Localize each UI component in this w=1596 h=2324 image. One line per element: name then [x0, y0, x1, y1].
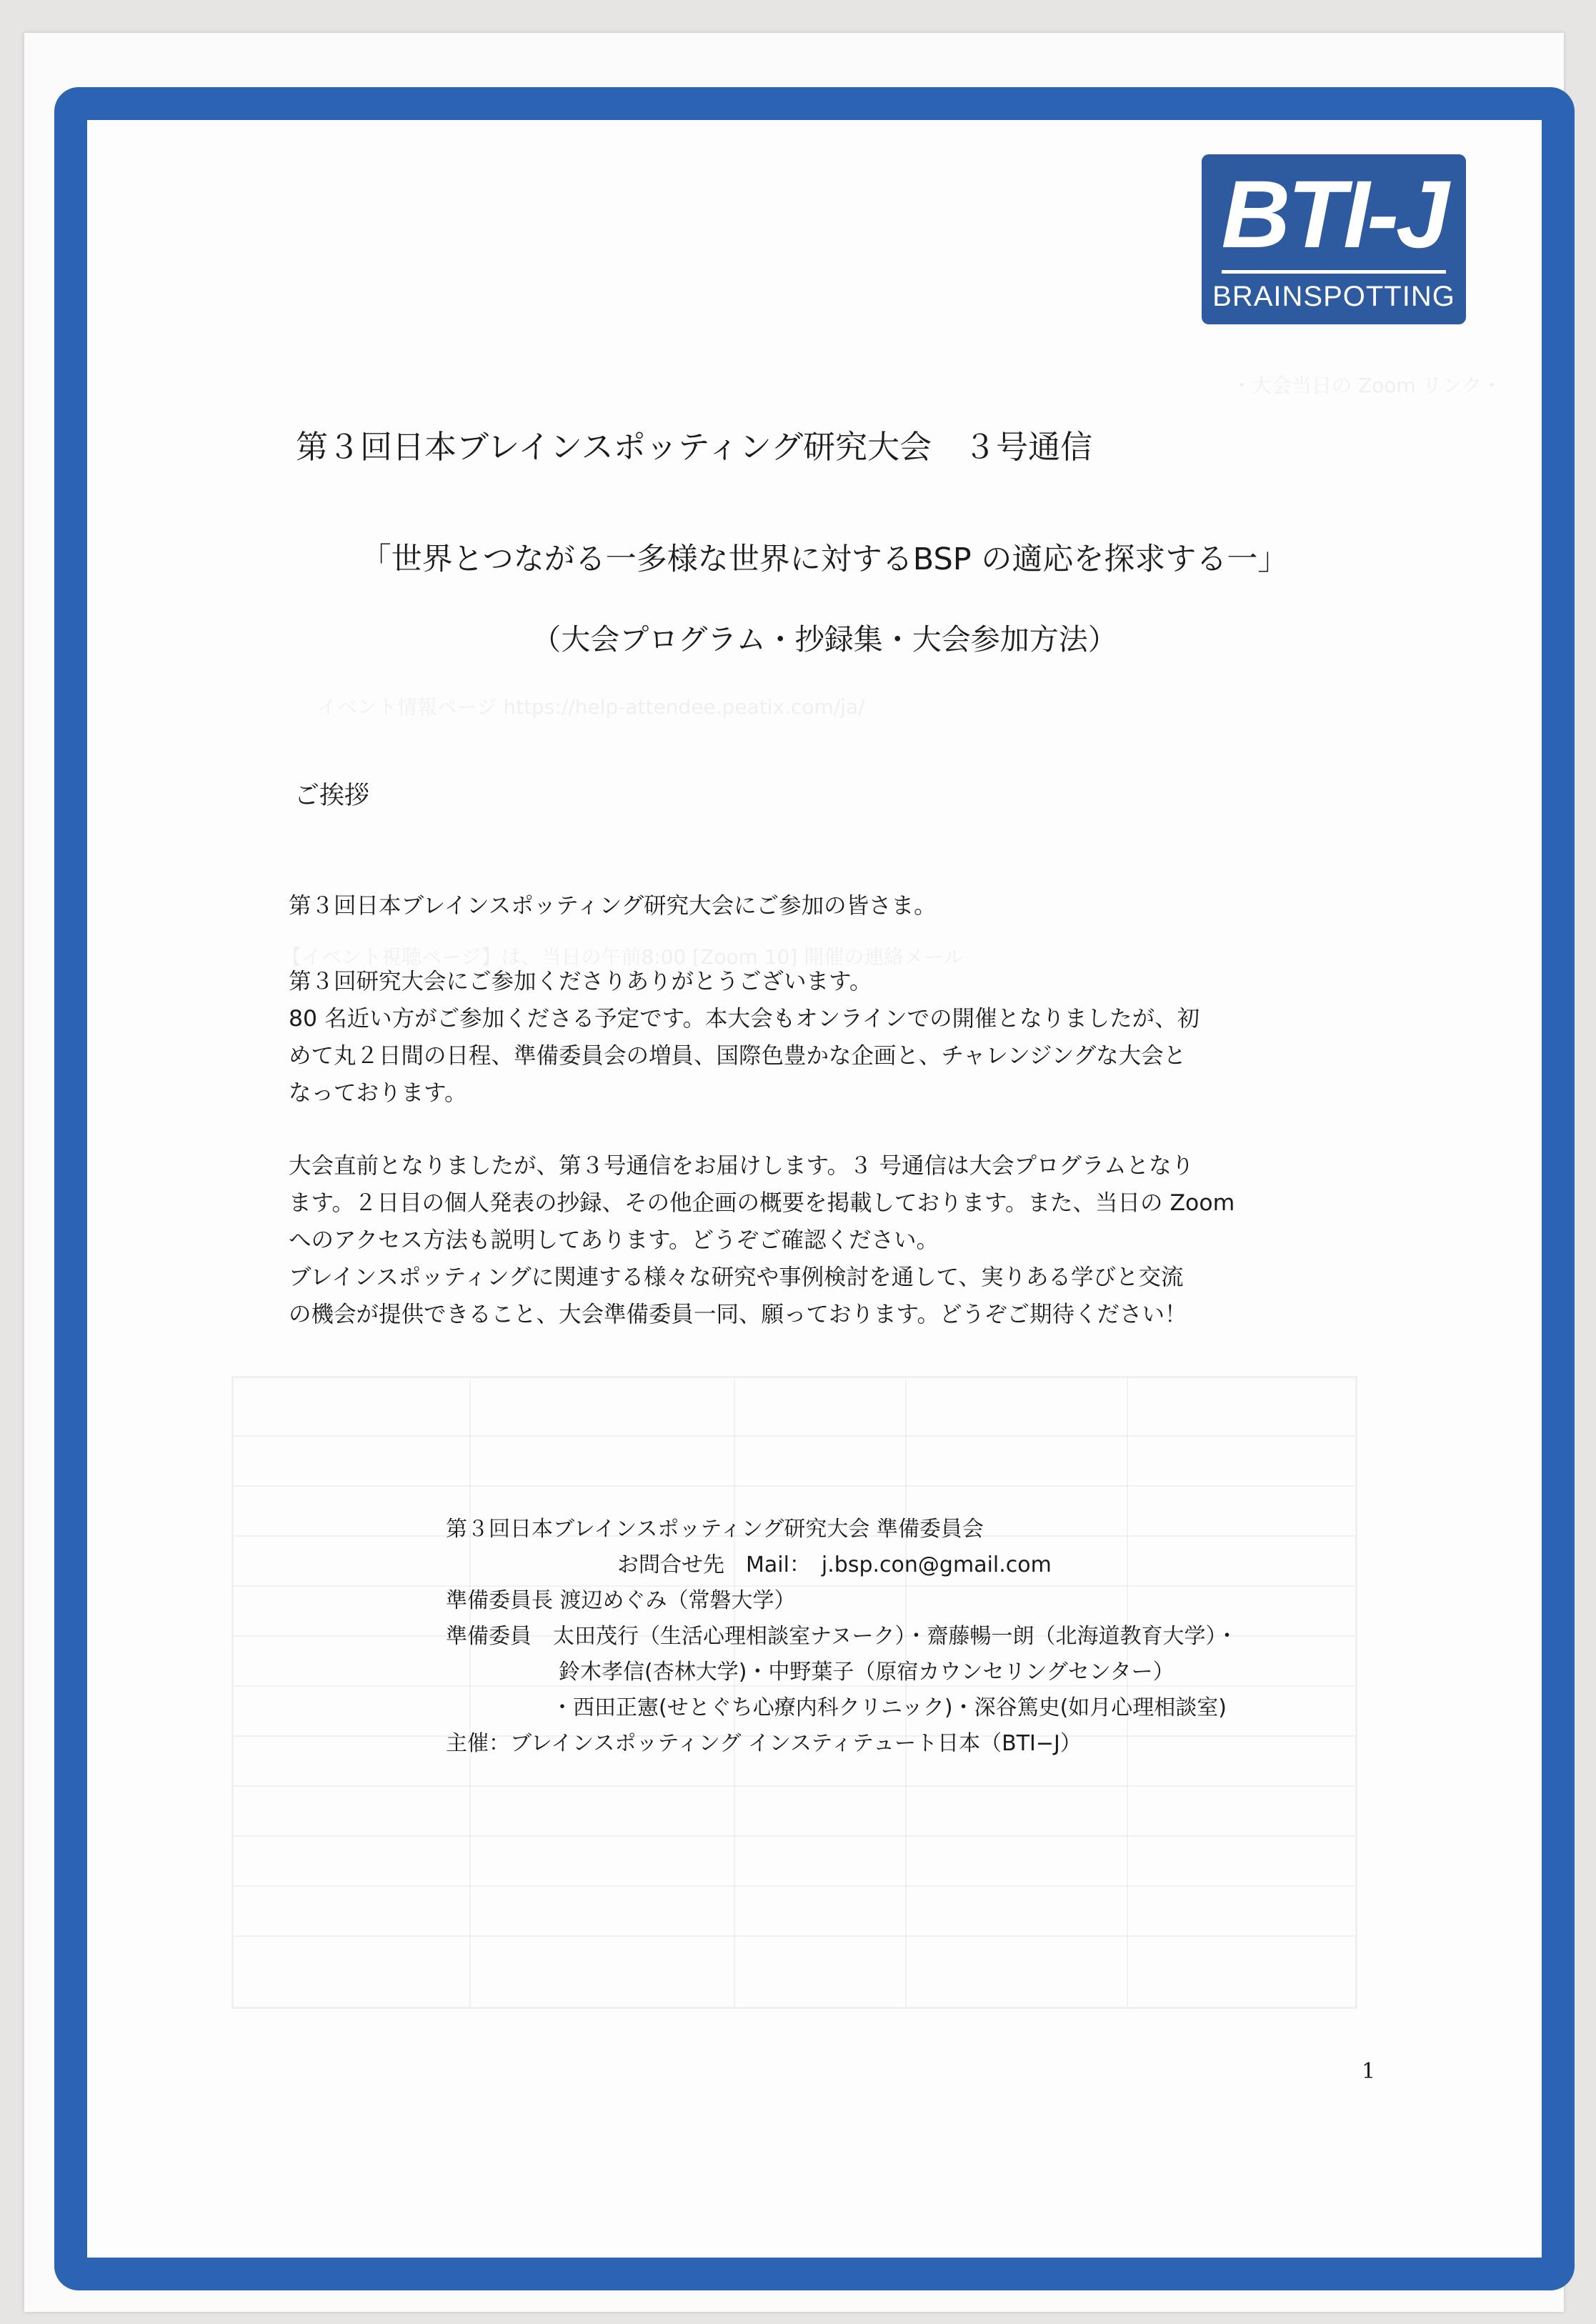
paper-sheet — [24, 33, 1564, 2312]
greeting-paragraph-2 — [289, 963, 1367, 1112]
committee-block — [446, 1512, 1410, 1762]
paragraph-line: なっております。 — [289, 1080, 467, 1106]
paragraph-line: めて丸２日間の日程、準備委員会の増員、国際色豊かな企画と、チャレンジングな大会と — [289, 1043, 1187, 1069]
paragraph-line: 80 名近い方がご参加くださる予定です。本大会もオンラインでの開催となりましたが、初 — [289, 1006, 1200, 1032]
paragraph-line: ます。２日目の個人発表の抄録、その他企画の概要を掲載しております。また、当日の Zoom — [289, 1190, 1235, 1216]
committee-chair: 準備委員長 渡辺めぐみ（常磐大学） — [446, 1588, 796, 1613]
committee-members: 準備委員 太田茂行（生活心理相談室ナヌーク）・齋藤暢一朗（北海道教育大学）・ — [446, 1624, 1238, 1649]
greeting-heading: ご挨拶 — [294, 782, 370, 810]
paragraph-line: へのアクセス方法も説明してあります。どうぞご確認ください。 — [289, 1227, 939, 1253]
show-through-text: ・大会当日の Zoom リンク・ — [1232, 374, 1502, 397]
organizer: 主催：ブレインスポッティング インスティテュート日本（BTI−J） — [446, 1731, 1082, 1756]
logo-wordmark: BTI-J — [1221, 161, 1447, 268]
page-number: 1 — [1362, 2059, 1376, 2084]
committee-members: ・西田正憲(せとぐち心療内科クリニック)・深谷篤史(如月心理相談室) — [552, 1695, 1227, 1720]
show-through-text: 【イベント視聴ページ】は、当日の午前8:00 [Zoom 10] 開催の連絡メール — [281, 945, 964, 969]
paragraph-line: 第３回日本ブレインスポッティング研究大会にご参加の皆さま。 — [289, 893, 937, 919]
document-subtitle: 「世界とつながる一多様な世界に対するBSP の適応を探求する一」 — [360, 542, 1289, 577]
greeting-paragraph-1 — [289, 887, 1367, 924]
paragraph-line: 大会直前となりましたが、第３号通信をお届けします。３ 号通信は大会プログラムとなり — [289, 1153, 1194, 1179]
contact-email: お問合せ先 Mail： j.bsp.con@gmail.com — [617, 1552, 1052, 1577]
document-title: 第３回日本ブレインスポッティング研究大会 ３号通信 — [296, 428, 1093, 466]
committee-name: 第３回日本ブレインスポッティング研究大会 準備委員会 — [446, 1517, 984, 1542]
committee-members: 鈴木孝信(杏林大学)・中野葉子（原宿カウンセリングセンター） — [559, 1660, 1174, 1685]
greeting-paragraph-3 — [289, 1147, 1367, 1333]
paragraph-line: ブレインスポッティングに関連する様々な研究や事例検討を通して、実りある学びと交流 — [289, 1265, 1184, 1290]
show-through-text: イベント情報ページ https://help-attendee.peatix.com/ja/ — [317, 695, 865, 719]
paragraph-line: 第３回研究大会にご参加くださりありがとうございます。 — [289, 969, 872, 994]
logo-divider — [1222, 270, 1446, 274]
document-subtitle-2: （大会プログラム・抄録集・大会参加方法） — [532, 622, 1117, 657]
logo-subtitle: BRAINSPOTTING — [1212, 281, 1455, 312]
bti-j-logo — [1202, 154, 1466, 324]
paragraph-line: の機会が提供できること、大会準備委員一同、願っております。どうぞご期待ください！ — [289, 1302, 1187, 1327]
